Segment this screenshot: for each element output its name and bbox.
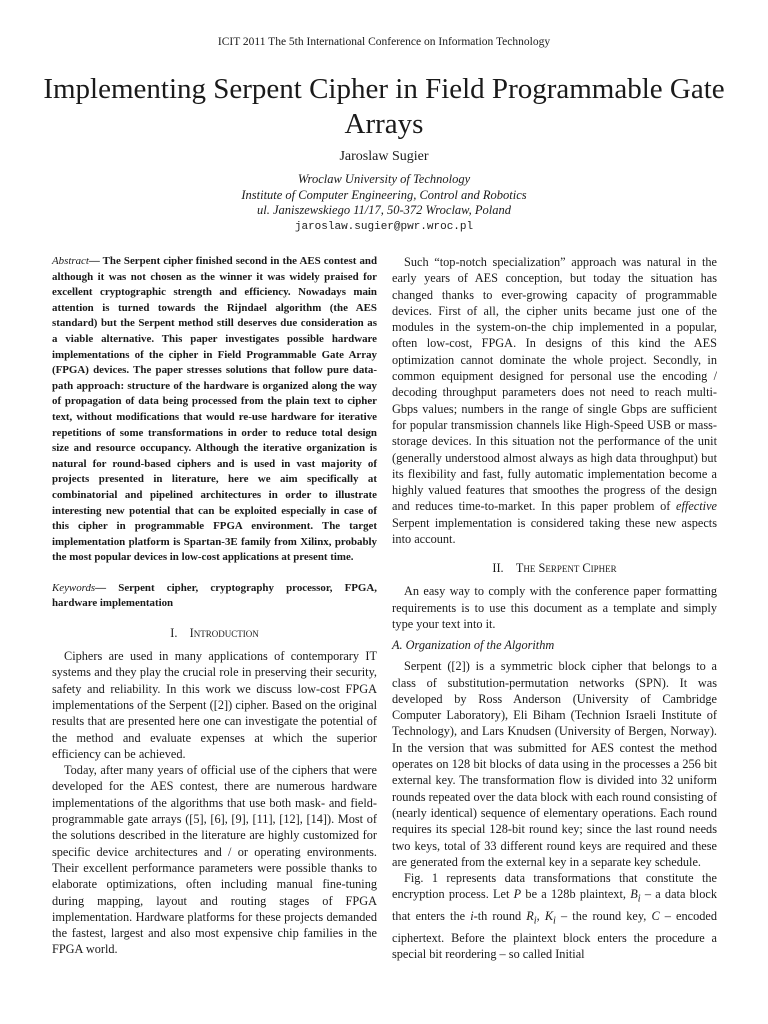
right-column: [392, 254, 717, 962]
keywords-label: Keywords: [52, 581, 96, 594]
fig-text-4: -th round: [473, 909, 527, 924]
affiliation-address: ul. Janiszewskiego 11/17, 50-372 Wroclaw, Poland: [257, 203, 511, 217]
fig-var-ith: i: [470, 909, 474, 924]
affiliation-institute: Institute of Computer Engineering, Control and Robotics: [241, 188, 527, 202]
left-column: [52, 254, 377, 958]
subsection-heading-organization: A. Organization of the Algorithm: [392, 638, 555, 653]
conference-header: ICIT 2011 The 5th International Conference on Information Technology: [217, 36, 551, 48]
serpent-paragraph-1: An easy way to comply with the conference paper formatting requirements is to use this document as a template and simply type your text into it.: [392, 584, 717, 631]
intro-paragraph-1: Ciphers are used in many applications of contemporary IT systems and they play the crucial role in preserving their security, safety and reliability. In this work we discuss low-cost FPGA implementations of the Serpent ([2]) cipher. Based on the original results that are presented here one can investigate the potential of the method and evaluate expenses at which the superior efficiency can be achieved.: [52, 649, 377, 761]
fig-text-6: – the round key,: [555, 909, 652, 924]
author-name: Jaroslaw Sugier: [339, 149, 429, 164]
fig-text-3: – a data block that enters the: [392, 887, 717, 924]
abstract: [52, 254, 377, 566]
fig-sub-i2: i: [533, 915, 537, 927]
author-email: jaroslaw.sugier@pwr.wroc.pl: [294, 221, 474, 233]
fig-text-7: – encoded ciphertext. Before the plaintext block enters the procedure a special bit reordering – so called Initial: [392, 909, 718, 962]
right-paragraph-1-text-a: Such “top-notch specialization” approach was natural in the early years of AES conception, but today the situation has changed thanks to ever-growing capacity of programmable devices. First of all, the cipher units became just one of the modules in the system-on-the chip implemented in a popular, often low-cost, FPGA. In designs of this kind the AES optimization cannot dominate the whole project. Secondly, in common equipment designed for personal use the encoding / decoding throughput parameters does not need to reach multi-Gbps values; numbers in the range of single Gbps are sufficient for popular transmission channels like High-Speed USB or mass-storage devices. In this situation not the performance of the unit (generally understood almost always as high data throughput) but its flexibility and fast, fully automatic implementation become a highly valued features that smoothes the progress of the design and reduces time-to-market. In this paper problem of: [392, 255, 717, 514]
fig-var-p: P: [513, 887, 522, 902]
intro-paragraph-2: Today, after many years of official use of the ciphers that were developed for the AES contest, there are numerous hardware implementations of the algorithms that use both mask- and field-programmable gate arrays ([5], [6], [9], [11], [12], [14]). Most of the solutions described in the literature are highly customized for specific device architectures and / or operating environments. Their excellent performance parameters were possible thanks to elaborate optimizations, often including manual fine-tuning during mapping, layout and routing stages of FPGA implementation. Hardware platforms for these projects demanded the fastest, largest and also most expensive chip families in the FPGA world.: [52, 763, 377, 957]
fig-text-5: ,: [536, 909, 545, 924]
right-paragraph-1-emphasis: effective: [676, 499, 717, 514]
right-paragraph-1-text-b: Serpent implementation is considered taking these new aspects into account.: [392, 515, 717, 547]
keywords-text: — Serpent cipher, cryptography processor, FPGA, hardware implementation: [52, 581, 377, 610]
paper-title: Implementing Serpent Cipher in Field Programmable Gate Arrays: [43, 73, 725, 140]
serpent-paragraph-2: Serpent ([2]) is a symmetric block cipher that belongs to a class of substitution-permutation networks (SPN). It was developed by Ross Anderson (University of Cambridge Computer Laboratory), Eli Biham (Technion Israeli Institute of Technology), and Lars Knudsen (University of Bergen, Norway). In the version that was submitted for AES contest the method operates on 128 bit blocks of data using in the processes a 256 bit external key. The transformation flow is divided into 32 uniform rounds repeated over the data block with each round consisting of (nearly identical) sequence of elementary operations. Each round requires its special 128-bit round key; since the last round needs two keys, total of 33 different round keys are required and these are generated from the external key in a separate key schedule.: [392, 659, 717, 869]
keywords: [52, 581, 377, 612]
abstract-label: Abstract: [52, 255, 89, 267]
fig-text-1: Fig. 1 represents data transformations that constitute the encryption process. Let: [392, 871, 717, 902]
fig-text-2: be a 128b plaintext,: [521, 887, 631, 902]
fig-var-r: R: [526, 909, 534, 924]
fig-sub-i3: i: [553, 915, 556, 927]
fig-var-k: K: [544, 909, 554, 924]
right-paragraph-1: [392, 254, 717, 547]
figure-description-paragraph: [392, 870, 717, 962]
fig-sub-i1: i: [637, 893, 641, 905]
section-heading-introduction: I. Introduction: [170, 626, 259, 641]
fig-var-c: C: [651, 909, 660, 924]
affiliation-university: Wroclaw University of Technology: [297, 172, 471, 186]
section-heading-serpent: II. The Serpent Cipher: [492, 561, 617, 576]
abstract-text: — The Serpent cipher finished second in the AES contest and although it was not chosen as the winner it was widely praised for excellent cryptographic strength and efficiency. Nowadays main attention is turned towards the Rijndael algorithm (the AES standard) but the Serpent method still deserves due consideration as a viable alternative. This paper investigates possible hardware implementations of the cipher in Field Programmable Gate Array (FPGA) devices. The paper stresses solutions that follow pure data-path approach: structure of the hardware is organized along the way of propagation of data being processed from the plain text to cipher text, without modifications that would re-use hardware for iterative repetitions of some transformations in order to reduce total design size and resource occupancy. Although the iterative organization is natural for round-based ciphers and is used in vast majority of projects presented in literature, here we aim specifically at combinatorial and pipelined architectures in order to illustrate interesting new potential that can be exploited especially in case of this cipher in programmable FPGA environment. The target implementation platform is Spartan-3E family from Xilinx, probably the most popular devices in low-cost applications at present time.: [52, 255, 377, 564]
fig-var-b: B: [630, 887, 638, 902]
